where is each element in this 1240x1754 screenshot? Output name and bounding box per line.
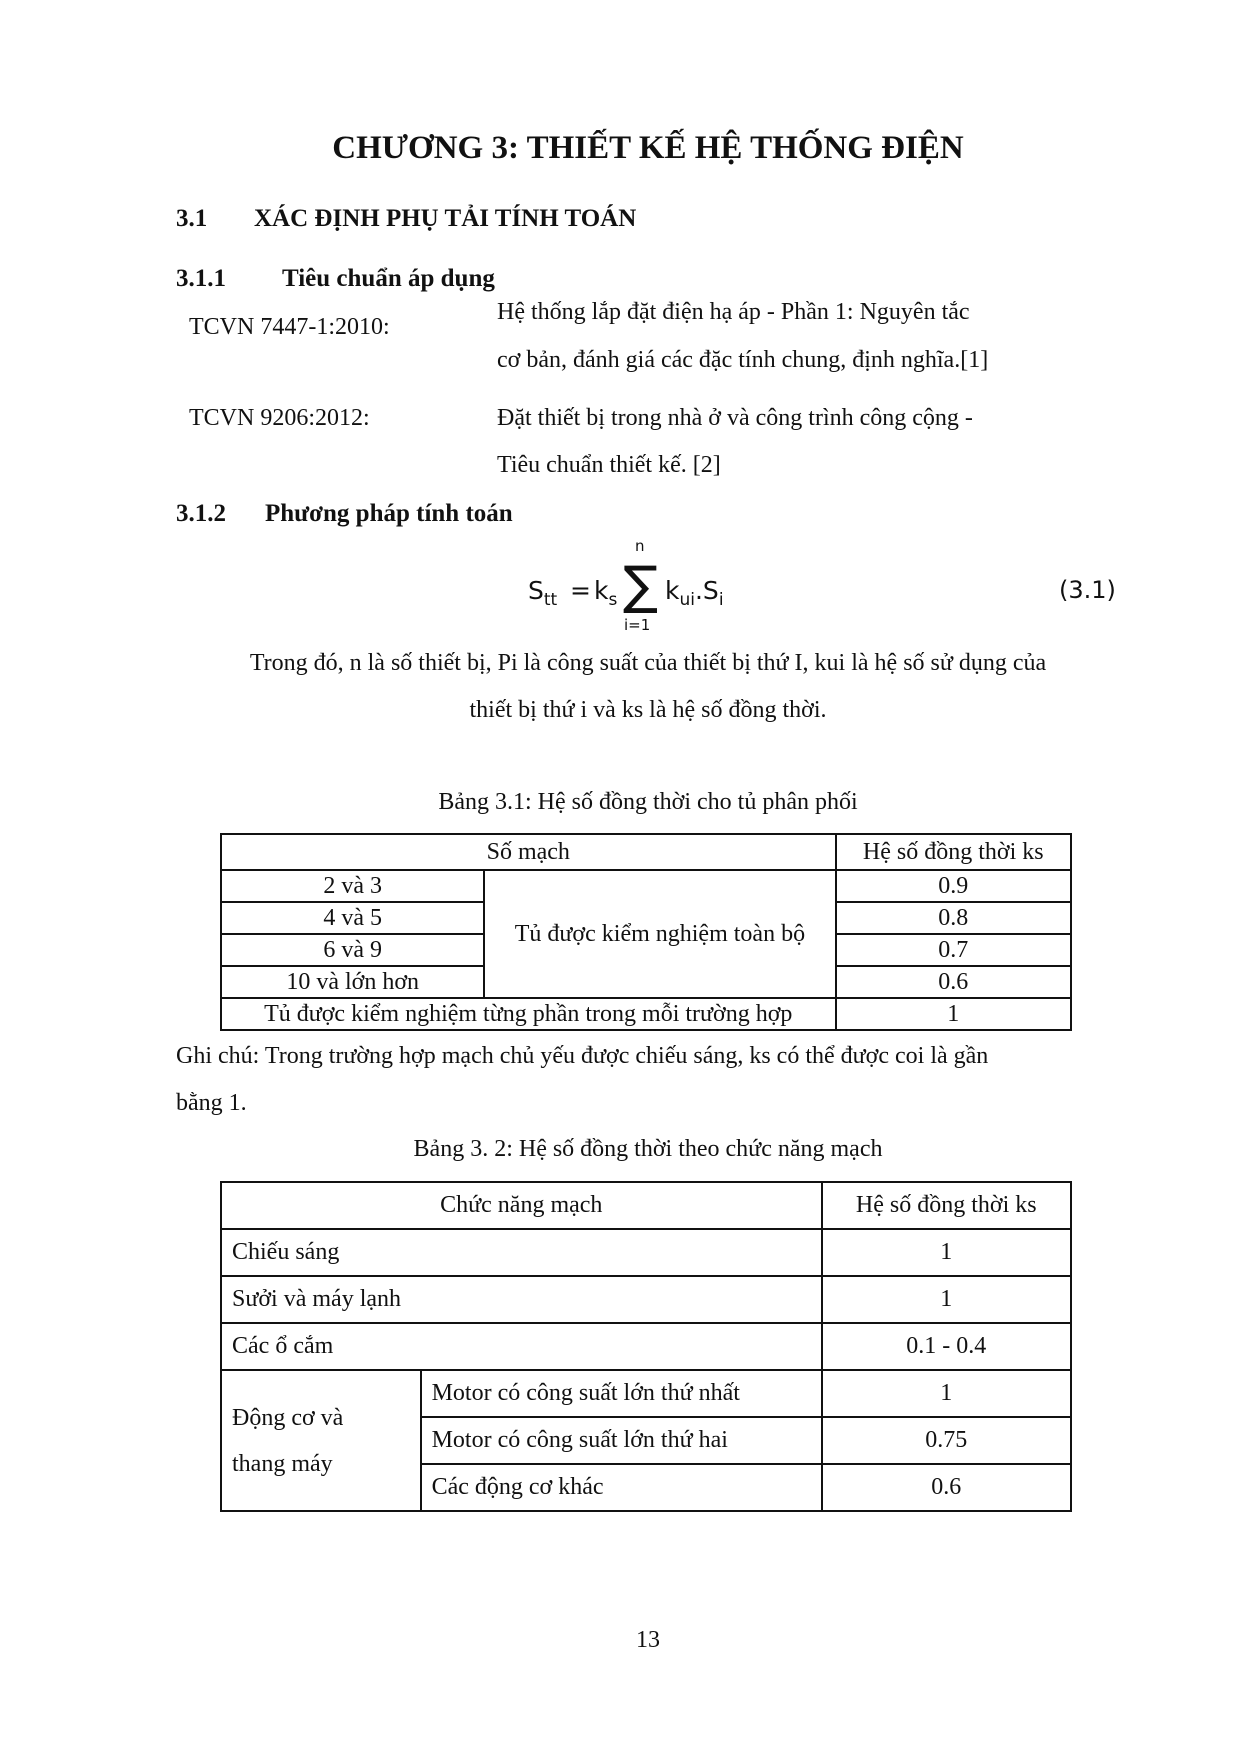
table-cell: 0.6 xyxy=(836,966,1071,998)
table-cell: Motor có công suất lớn thứ nhất xyxy=(421,1370,822,1417)
chapter-title: CHƯƠNG 3: THIẾT KẾ HỆ THỐNG ĐIỆN xyxy=(332,130,964,166)
formula-lhs: $S_{tt}$ xyxy=(528,576,558,610)
explanation-line: Trong đó, n là số thiết bị, Pi là công suất của thiết bị thứ I, kui là hệ số sử dụng của xyxy=(249,650,1047,676)
standard-desc-line: cơ bản, đánh giá các đặc tính chung, định nghĩa.[1] xyxy=(497,347,989,373)
table-cell: Các động cơ khác xyxy=(421,1464,822,1511)
table-cell: Chiếu sáng xyxy=(221,1229,822,1276)
subsection-title: Tiêu chuẩn áp dụng xyxy=(282,265,495,292)
table-header-row xyxy=(221,834,1071,870)
formula-k: $k_s$ xyxy=(594,576,618,610)
standard-code: TCVN 9206:2012: xyxy=(189,405,370,431)
table-cell: Sưởi và máy lạnh xyxy=(221,1276,822,1323)
formula-equals: = xyxy=(570,576,591,605)
table-coincidence-by-circuits xyxy=(220,833,1072,1031)
table-cell: 1 xyxy=(822,1276,1071,1323)
sigma-icon: ∑ xyxy=(623,556,659,616)
subsection-number: 3.1.1 xyxy=(176,265,226,292)
table-cell: 0.6 xyxy=(822,1464,1071,1511)
table-group-cell xyxy=(221,1370,421,1511)
table-header-cell: Hệ số đồng thời ks xyxy=(836,834,1071,870)
table-row xyxy=(221,1229,1071,1276)
table-cell: 2 và 3 xyxy=(221,870,484,902)
formula-number: (3.1) xyxy=(1059,576,1116,604)
table-row xyxy=(221,998,1071,1030)
standard-desc-line: Tiêu chuẩn thiết kế. [2] xyxy=(497,452,721,478)
table-header-cell: Chức năng mạch xyxy=(221,1182,822,1229)
table-cell: 1 xyxy=(822,1229,1071,1276)
table-cell: 0.75 xyxy=(822,1417,1071,1464)
subsection-number: 3.1.2 xyxy=(176,500,226,527)
table-caption: Bảng 3. 2: Hệ số đồng thời theo chức năng mạch xyxy=(413,1136,883,1162)
table-row xyxy=(221,1370,1071,1417)
table-cell: 6 và 9 xyxy=(221,934,484,966)
table-cell: 4 và 5 xyxy=(221,902,484,934)
table-cell: Các ổ cắm xyxy=(221,1323,822,1370)
explanation-line: thiết bị thứ i và ks là hệ số đồng thời. xyxy=(469,697,827,723)
table-header-row xyxy=(221,1182,1071,1229)
table-cell: 0.8 xyxy=(836,902,1071,934)
note-line: Ghi chú: Trong trường hợp mạch chủ yếu được chiếu sáng, ks có thể được coi là gần xyxy=(176,1043,989,1069)
standard-desc-line: Hệ thống lắp đặt điện hạ áp - Phần 1: Nguyên tắc xyxy=(497,299,970,325)
table-cell: 10 và lớn hơn xyxy=(221,966,484,998)
standard-desc-line: Đặt thiết bị trong nhà ở và công trình công cộng - xyxy=(497,405,973,431)
table-merged-cell: Tủ được kiểm nghiệm toàn bộ xyxy=(484,870,835,998)
table-cell: 1 xyxy=(836,998,1071,1030)
group-label-line: Động cơ và xyxy=(232,1404,344,1431)
table-row xyxy=(221,870,1071,902)
table-coincidence-by-function xyxy=(220,1181,1072,1512)
standard-code: TCVN 7447-1:2010: xyxy=(189,314,390,340)
section-title: XÁC ĐỊNH PHỤ TẢI TÍNH TOÁN xyxy=(254,205,637,232)
table-cell: 0.7 xyxy=(836,934,1071,966)
table-cell: 1 xyxy=(822,1370,1071,1417)
table-cell: Motor có công suất lớn thứ hai xyxy=(421,1417,822,1464)
section-number: 3.1 xyxy=(176,205,208,232)
page-number: 13 xyxy=(636,1627,660,1653)
formula-lower-limit: i=1 xyxy=(624,616,651,634)
table-cell: 0.1 - 0.4 xyxy=(822,1323,1071,1370)
table-row xyxy=(221,1323,1071,1370)
table-row xyxy=(221,1276,1071,1323)
table-header-cell: Hệ số đồng thời ks xyxy=(822,1182,1071,1229)
group-label-line: thang máy xyxy=(232,1450,333,1477)
subsection-title: Phương pháp tính toán xyxy=(265,500,513,527)
table-header-cell: Số mạch xyxy=(221,834,836,870)
table-caption: Bảng 3.1: Hệ số đồng thời cho tủ phân phối xyxy=(438,789,858,815)
formula-upper-limit: n xyxy=(635,537,645,555)
note-line: bằng 1. xyxy=(176,1090,247,1116)
table-cell: Tủ được kiểm nghiệm từng phần trong mỗi trường hợp xyxy=(221,998,836,1030)
formula-term: $k_{ui}.S_i$ xyxy=(665,576,724,610)
table-cell: 0.9 xyxy=(836,870,1071,902)
